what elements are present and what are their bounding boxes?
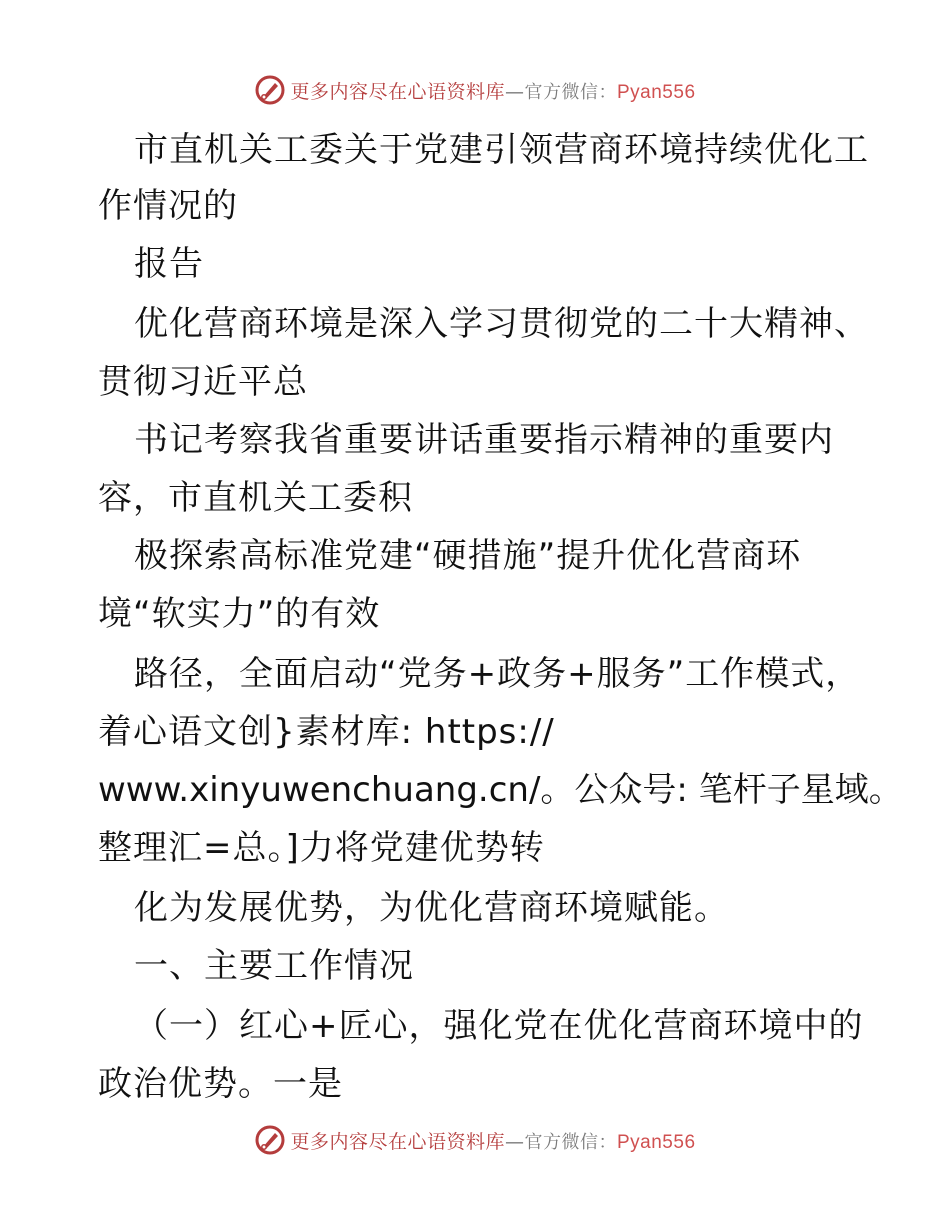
doc-line: www.xinyuwenchuang.cn/。公众号: 笔杆子星域。 [98,770,903,810]
quill-logo-icon [254,1124,286,1156]
doc-line: 整理汇=总。]力将党建优势转 [98,828,545,868]
doc-line: 优化营商环境是深入学习贯彻党的二十大精神、 [134,304,869,344]
header-banner-dash: — [505,80,525,103]
header-wechat-id: Pyan556 [617,81,696,103]
footer-wechat-label: 官方微信： [524,1131,617,1153]
doc-line: 书记考察我省重要讲话重要指示精神的重要内 [134,420,834,460]
doc-line: 贯彻习近平总 [98,362,308,402]
header-banner-title: 更多内容尽在心语资料库 [290,80,505,103]
doc-line: 化为发展优势，为优化营商环境赋能。 [134,888,729,928]
quill-logo-icon [254,74,286,106]
header-wechat-label: 官方微信： [524,81,617,103]
footer-banner-dash: — [505,1130,525,1153]
doc-line: （一）红心+匠心，强化党在优化营商环境中的 [134,1006,864,1046]
footer-banner [0,1122,950,1158]
header-banner [0,72,950,108]
header-banner-text [290,77,695,104]
doc-line: 市直机关工委关于党建引领营商环境持续优化工 [134,130,869,170]
doc-line: 境“软实力”的有效 [98,594,381,634]
doc-line: 容，市直机关工委积 [98,478,413,518]
doc-line: 一、主要工作情况 [134,946,414,986]
footer-banner-text [290,1127,695,1154]
doc-line: 极探索高标准党建“硬措施”提升优化营商环 [134,536,802,576]
doc-line: 政治优势。一是 [98,1064,343,1104]
doc-line: 路径，全面启动“党务+政务+服务”工作模式， [134,654,861,694]
doc-line: 着心语文创}素材库: https:// [98,712,555,752]
footer-banner-title: 更多内容尽在心语资料库 [290,1130,505,1153]
doc-line: 作情况的 [98,186,238,226]
doc-line: 报告 [134,244,204,284]
footer-wechat-id: Pyan556 [617,1131,696,1153]
